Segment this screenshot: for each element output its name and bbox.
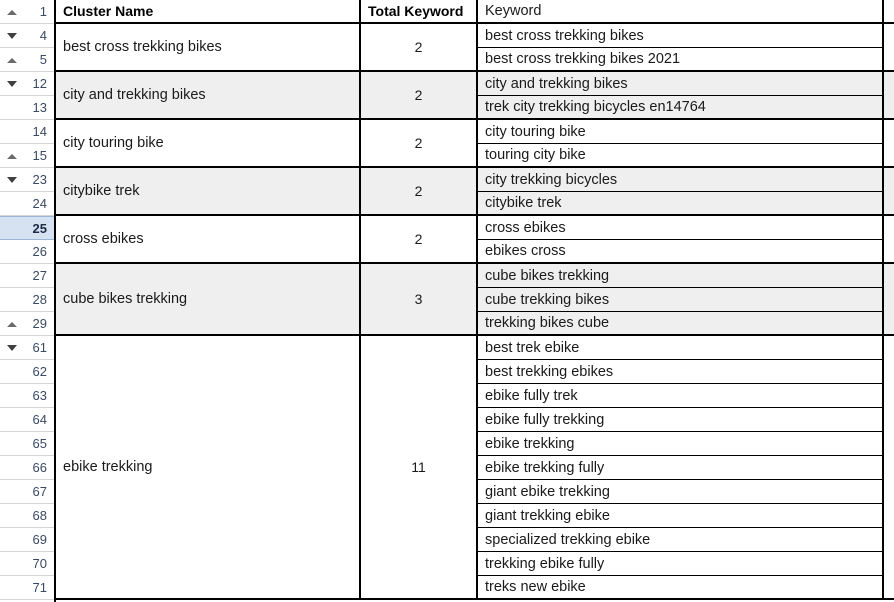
cluster-group	[56, 336, 894, 600]
merged-cells-layer	[56, 216, 478, 264]
cluster-group	[56, 24, 894, 72]
keyword-cell[interactable]: giant ebike trekking	[478, 480, 884, 504]
row-header-5[interactable]	[0, 48, 54, 72]
row-number-label: 29	[32, 316, 47, 331]
row-header-65[interactable]	[0, 432, 54, 456]
column-header-row	[56, 0, 894, 24]
total-keyword-cell[interactable]: 3	[361, 264, 478, 336]
row-number-label: 25	[32, 220, 47, 236]
row-header-12[interactable]	[0, 72, 54, 96]
triangle-up-icon[interactable]	[7, 10, 17, 15]
merged-cells-layer	[56, 264, 478, 336]
row-number-label: 23	[32, 172, 47, 187]
keyword-cell[interactable]: cross ebikes	[478, 216, 884, 240]
keyword-cell[interactable]: trek city trekking bicycles en14764	[478, 96, 884, 118]
cluster-name-cell[interactable]: city touring bike	[56, 120, 361, 168]
keyword-cell[interactable]: specialized trekking ebike	[478, 528, 884, 552]
cluster-group	[56, 168, 894, 216]
row-header-13[interactable]	[0, 96, 54, 120]
row-header-15[interactable]	[0, 144, 54, 168]
triangle-down-icon[interactable]	[7, 177, 17, 183]
total-keyword-cell[interactable]: 2	[361, 168, 478, 216]
row-header-14[interactable]	[0, 120, 54, 144]
merged-cells-layer	[56, 72, 478, 120]
row-number-label: 26	[32, 244, 47, 259]
row-header-25[interactable]	[0, 216, 54, 240]
row-header-61[interactable]	[0, 336, 54, 360]
cluster-name-cell[interactable]: cross ebikes	[56, 216, 361, 264]
keyword-cell[interactable]: touring city bike	[478, 144, 884, 166]
keyword-cell[interactable]: trekking ebike fully	[478, 552, 884, 576]
keyword-cell[interactable]: best trek ebike	[478, 336, 884, 360]
merged-cells-layer	[56, 24, 478, 72]
merged-cells-layer	[56, 120, 478, 168]
triangle-up-icon[interactable]	[7, 322, 17, 327]
total-keyword-cell[interactable]: 2	[361, 120, 478, 168]
keyword-cell[interactable]: city and trekking bikes	[478, 72, 884, 96]
row-header-29[interactable]	[0, 312, 54, 336]
header-label-total-keyword: Total Keyword	[368, 3, 464, 19]
row-number-label: 28	[32, 292, 47, 307]
keyword-cell[interactable]: cube bikes trekking	[478, 264, 884, 288]
header-label-cluster-name: Cluster Name	[63, 3, 154, 19]
cluster-name-cell[interactable]: cube bikes trekking	[56, 264, 361, 336]
total-keyword-cell[interactable]: 2	[361, 72, 478, 120]
keyword-cell[interactable]: city touring bike	[478, 120, 884, 144]
cluster-group	[56, 72, 894, 120]
total-keyword-cell[interactable]: 11	[361, 336, 478, 600]
triangle-up-icon[interactable]	[7, 154, 17, 159]
row-header-69[interactable]	[0, 528, 54, 552]
cluster-name-cell[interactable]: best cross trekking bikes	[56, 24, 361, 72]
row-number-label: 66	[32, 460, 47, 475]
keyword-cell[interactable]: ebike fully trek	[478, 384, 884, 408]
total-keyword-cell[interactable]: 2	[361, 216, 478, 264]
row-number-label: 24	[32, 196, 47, 211]
triangle-down-icon[interactable]	[7, 345, 17, 351]
cluster-group	[56, 264, 894, 336]
keyword-cell[interactable]: best cross trekking bikes 2021	[478, 48, 884, 70]
keyword-cell[interactable]: citybike trek	[478, 192, 884, 214]
row-number-label: 14	[32, 124, 47, 139]
row-header-1[interactable]	[0, 0, 54, 24]
row-number-label: 15	[32, 148, 47, 163]
row-number-label: 1	[39, 4, 47, 19]
row-number-gutter[interactable]	[0, 0, 56, 602]
row-header-62[interactable]	[0, 360, 54, 384]
keyword-cell[interactable]: cube trekking bikes	[478, 288, 884, 312]
cluster-group	[56, 120, 894, 168]
keyword-cell[interactable]: giant trekking ebike	[478, 504, 884, 528]
header-cell-keyword[interactable]: Keyword	[478, 0, 884, 22]
row-number-label: 12	[32, 76, 47, 91]
row-header-64[interactable]	[0, 408, 54, 432]
row-header-71[interactable]	[0, 576, 54, 600]
row-header-4[interactable]	[0, 24, 54, 48]
keyword-cell[interactable]: ebike fully trekking	[478, 408, 884, 432]
row-header-66[interactable]	[0, 456, 54, 480]
row-header-28[interactable]	[0, 288, 54, 312]
grid-area	[56, 0, 894, 602]
row-number-label: 71	[32, 580, 47, 595]
keyword-cell[interactable]: ebike trekking fully	[478, 456, 884, 480]
data-rows-container	[56, 24, 894, 600]
cluster-name-cell[interactable]: citybike trek	[56, 168, 361, 216]
row-number-label: 61	[32, 340, 47, 355]
row-number-label: 67	[32, 484, 47, 499]
row-header-68[interactable]	[0, 504, 54, 528]
keyword-cell[interactable]: treks new ebike	[478, 576, 884, 598]
row-header-67[interactable]	[0, 480, 54, 504]
row-number-label: 27	[32, 268, 47, 283]
row-header-26[interactable]	[0, 240, 54, 264]
cluster-group	[56, 216, 894, 264]
header-cell-cluster-name[interactable]	[56, 0, 361, 22]
row-number-label: 64	[32, 412, 47, 427]
row-number-label: 4	[39, 28, 47, 43]
row-header-27[interactable]	[0, 264, 54, 288]
total-keyword-cell[interactable]: 2	[361, 24, 478, 72]
triangle-down-icon[interactable]	[7, 33, 17, 39]
keyword-cell[interactable]: ebikes cross	[478, 240, 884, 262]
row-number-label: 69	[32, 532, 47, 547]
row-number-label: 68	[32, 508, 47, 523]
row-number-label: 62	[32, 364, 47, 379]
row-number-label: 65	[32, 436, 47, 451]
keyword-cell[interactable]: best trekking ebikes	[478, 360, 884, 384]
row-header-70[interactable]	[0, 552, 54, 576]
keyword-cell[interactable]: trekking bikes cube	[478, 312, 884, 334]
row-header-24[interactable]	[0, 192, 54, 216]
triangle-up-icon[interactable]	[7, 58, 17, 63]
keyword-cell[interactable]: best cross trekking bikes	[478, 24, 884, 48]
merged-cells-layer	[56, 168, 478, 216]
cluster-name-cell[interactable]: city and trekking bikes	[56, 72, 361, 120]
row-header-23[interactable]	[0, 168, 54, 192]
row-number-label: 13	[32, 100, 47, 115]
header-cell-total-keyword[interactable]	[361, 0, 478, 22]
merged-cells-layer	[56, 336, 478, 600]
row-number-label: 70	[32, 556, 47, 571]
cluster-name-cell[interactable]: ebike trekking	[56, 336, 361, 600]
row-number-label: 63	[32, 388, 47, 403]
triangle-down-icon[interactable]	[7, 81, 17, 87]
row-number-label: 5	[39, 52, 47, 67]
keyword-cell[interactable]: city trekking bicycles	[478, 168, 884, 192]
keyword-cell[interactable]: ebike trekking	[478, 432, 884, 456]
row-header-63[interactable]	[0, 384, 54, 408]
